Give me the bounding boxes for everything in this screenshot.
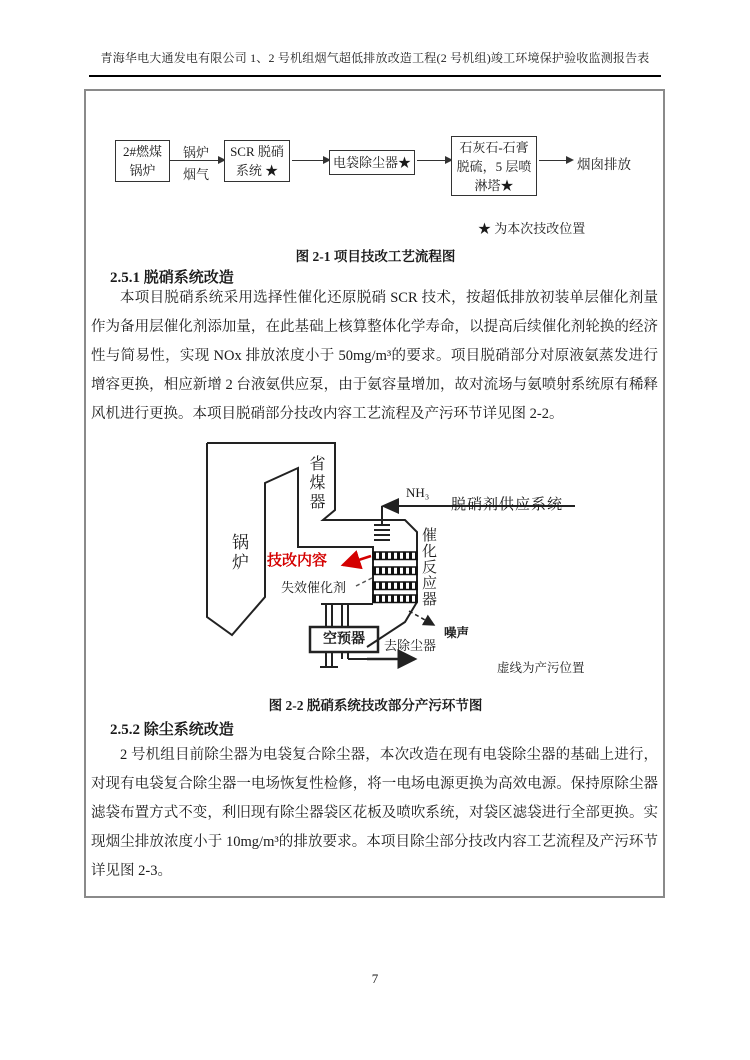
flow-box-boiler	[115, 140, 170, 182]
flow-arrow-2	[292, 160, 329, 161]
flow-box-boiler-line1: 2#燃煤	[122, 144, 162, 159]
spent-catalyst-label: 失效催化剂	[281, 580, 347, 595]
catalyst-layers	[373, 552, 417, 603]
flow-box-fgd-line3: 淋塔★	[474, 177, 514, 193]
noise-label: 噪声	[444, 626, 470, 640]
flow-box-esp-line1: 电袋除尘器★	[332, 155, 411, 170]
section-2-5-2-heading: 2.5.2 除尘系统改造	[110, 722, 234, 738]
nh3-injector-grid	[374, 525, 390, 540]
flow-box-esp	[329, 150, 415, 175]
section-2-5-2-paragraph: 2 号机组目前除尘器为电袋复合除尘器，本次改造在现有电袋除尘器的基础上进行，对现有电袋复合除尘器一电场恢复性检修，将一电场电源更换为高效电源。保持原除尘器滤袋布置方式不变，利旧现有除尘器袋区花板及喷吹系统，对袋区滤袋进行全部更换。实现烟尘排放浓度小于 10mg/m³的排放要求。本项目除尘部分技改内容工艺流程及产污环节详见图 2-3。	[91, 747, 658, 879]
spent-catalyst-leader	[356, 578, 372, 586]
figure1-caption: 图 2-1 项目技改工艺流程图	[295, 249, 456, 264]
flow-box-scr-line2: 系统 ★	[235, 163, 279, 178]
retrofit-arrow	[343, 556, 371, 565]
flow-box-scr-line1: SCR 脱硝	[230, 144, 284, 159]
header-rule	[89, 75, 661, 77]
flow-end-label: 烟囱排放	[577, 157, 631, 172]
section-2-5-1-heading: 2.5.1 脱硝系统改造	[110, 270, 234, 286]
boiler-label: 锅炉	[229, 533, 248, 573]
page-number: 7	[371, 971, 379, 986]
flow-box-boiler-line2: 锅炉	[129, 163, 156, 178]
section-2-5-1-paragraph: 本项目脱硝系统采用选择性催化还原脱硝 SCR 技术，按超低排放初装单层催化剂量作为备用层催化剂添加量，在此基础上核算整体化学寿命，以提高后续催化剂轮换的经济性与简易性，实现 NOx 排放浓度小于 50mg/m³的要求。项目脱硝部分对原液氨蒸发进行增容更换，相应新增 2 台液氨供应泵，由于氨容量增加，故对流场与氨喷射系统原有稀释风机进行更换。本项目脱硝部分技改内容工艺流程及产污环节详见图 2-2。	[91, 290, 658, 422]
supply-system-label: 脱硝剂供应系统	[451, 497, 564, 513]
flow-arrow-1	[170, 160, 224, 161]
air-preheater-label: 空预器	[323, 632, 365, 647]
to-dust-collector-label: 去除尘器	[384, 638, 437, 653]
figure1-star-legend: ★ 为本次技改位置	[478, 221, 586, 236]
flow-box-fgd-line1: 石灰石-石膏	[459, 139, 529, 155]
noise-arrow	[409, 611, 434, 625]
figure2-caption: 图 2-2 脱硝系统技改部分产污环节图	[268, 698, 483, 713]
flow-box-fgd-line2: 脱硫，5 层喷	[456, 158, 532, 174]
flow-arrow-3	[417, 160, 451, 161]
retrofit-label: 技改内容	[267, 553, 328, 569]
flow-box-fgd	[451, 136, 537, 196]
economizer-label: 省煤器	[307, 455, 324, 512]
page-header-title: 青海华电大通发电有限公司 1、2 号机组烟气超低排放改造工程(2 号机组)竣工环境保护验收监测报告表	[100, 51, 650, 65]
nh3-label: NH₃	[406, 485, 430, 500]
dashed-line-legend: 虚线为产污位置	[497, 661, 585, 675]
reactor-label: 催化反应器	[420, 527, 436, 607]
flow-arrow-label-bottom: 烟气	[182, 167, 209, 182]
flow-arrow-label-top: 锅炉	[182, 145, 209, 160]
flow-box-scr	[224, 140, 290, 182]
flow-arrow-4	[539, 160, 572, 161]
